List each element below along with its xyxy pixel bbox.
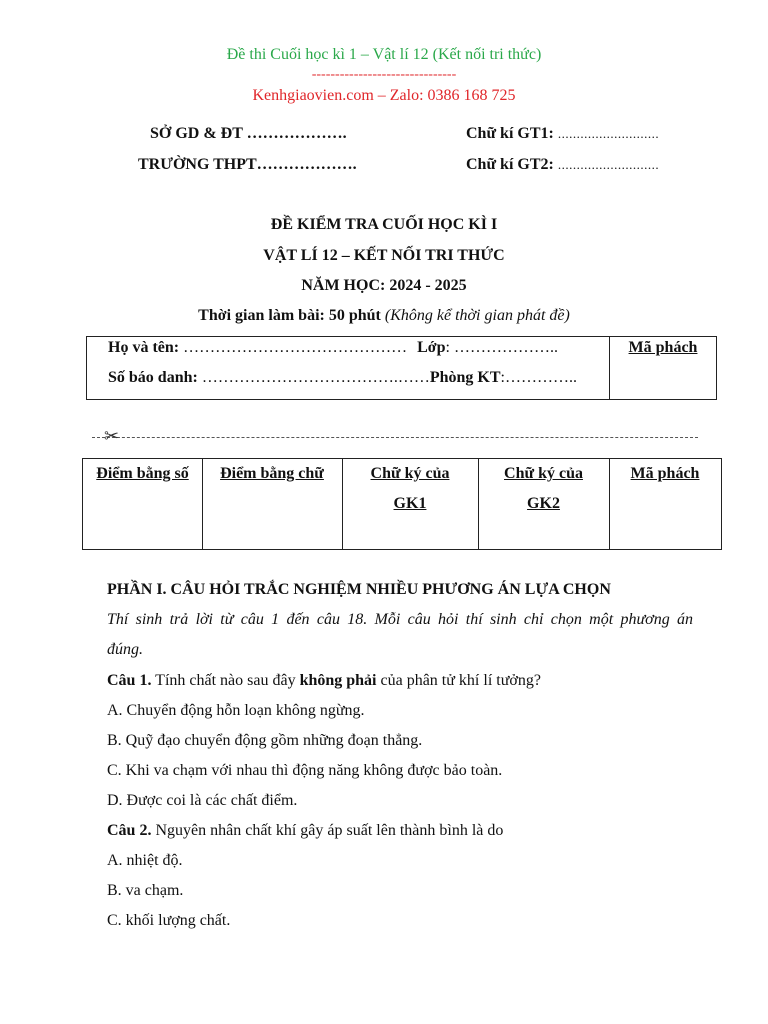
question-1: Câu 1. Tính chất nào sau đây không phải của phân tử khí lí tưởng? [107, 672, 541, 689]
room-label: Phòng KT [429, 369, 501, 386]
gt2-dots: ........................... [557, 157, 660, 172]
name-label: Họ và tên: [108, 339, 180, 356]
header-separator: ------------------------------- [311, 67, 457, 82]
name-row [108, 339, 558, 357]
gt1-label: Chữ kí GT1: [466, 125, 554, 142]
subject-title: VẬT LÍ 12 – KẾT NỐI TRI THỨC [263, 247, 505, 264]
gk2-signature-header: Chữ ký của GK2 [504, 465, 583, 512]
time-limit [0, 307, 768, 325]
answer-option: B. va chạm. [107, 882, 184, 899]
name-dots[interactable]: …………………………………… [183, 339, 408, 356]
class-label: Lớp [417, 339, 446, 356]
doc-title: ĐỀ KIỂM TRA CUỐI HỌC KÌ I [270, 216, 498, 233]
answer-option: C. khối lượng chất. [107, 912, 231, 929]
school-year: NĂM HỌC: 2024 - 2025 [301, 277, 467, 294]
ma-phach-header: Mã phách [630, 465, 700, 482]
answer-option: A. Chuyển động hỗn loạn không ngừng. [107, 702, 365, 719]
sbd-label: Số báo danh: [108, 369, 198, 386]
so-gd-label: SỞ GD & ĐT ………………. [150, 125, 347, 142]
contact-line: Kenhgiaovien.com – Zalo: 0386 168 725 [252, 87, 516, 104]
sbd-row [108, 369, 577, 387]
question-label: Câu 1. [107, 672, 152, 689]
answer-option: B. Quỹ đạo chuyển động gồm những đoạn thẳng. [107, 732, 423, 749]
room-dots[interactable]: :………….. [500, 369, 577, 386]
time-label: Thời gian làm bài: 50 phút [198, 307, 381, 324]
gk1-signature-header: Chữ ký của GK1 [370, 465, 450, 512]
section1-heading: PHẦN I. CÂU HỎI TRẮC NGHIỆM NHIỀU PHƯƠNG ÁN LỰA CHỌN [107, 581, 611, 598]
gt2-label: Chữ kí GT2: [466, 156, 554, 173]
question-2: Câu 2. Nguyên nhân chất khí gây áp suất lên thành bình là do [107, 822, 504, 839]
score-number-header: Điểm bằng số [96, 465, 189, 482]
class-dots[interactable]: : ……………….. [445, 339, 558, 356]
gt1-signature [466, 125, 659, 143]
question-label: Câu 2. [107, 822, 152, 839]
answer-option: C. Khi va chạm với nhau thì động năng không được bảo toàn. [107, 762, 503, 779]
scissors-icon: ✂ [104, 426, 120, 447]
gt2-signature [466, 156, 659, 174]
time-note: (Không kể thời gian phát đề) [384, 307, 570, 324]
sbd-dots[interactable]: ……………………………….…… [201, 369, 430, 386]
student-info-box [86, 336, 717, 400]
exam-title-header: Đề thi Cuối học kì 1 – Vật lí 12 (Kết nối tri thức) [226, 46, 542, 63]
truong-label: TRƯỜNG THPT………………. [138, 156, 357, 173]
score-text-header: Điểm bằng chữ [220, 465, 324, 482]
section1-instruction: Thí sinh trả lời từ câu 1 đến câu 18. Mỗi câu hỏi thí sinh chỉ chọn một phương án [107, 611, 693, 628]
answer-option: A. nhiệt độ. [107, 852, 183, 869]
cut-line [92, 437, 698, 438]
section1-instruction-cont: đúng. [107, 641, 143, 658]
answer-option: D. Được coi là các chất điểm. [107, 792, 298, 809]
score-table [82, 458, 722, 550]
ma-phach-label: Mã phách [628, 339, 698, 356]
gt1-dots: ........................... [557, 126, 660, 141]
